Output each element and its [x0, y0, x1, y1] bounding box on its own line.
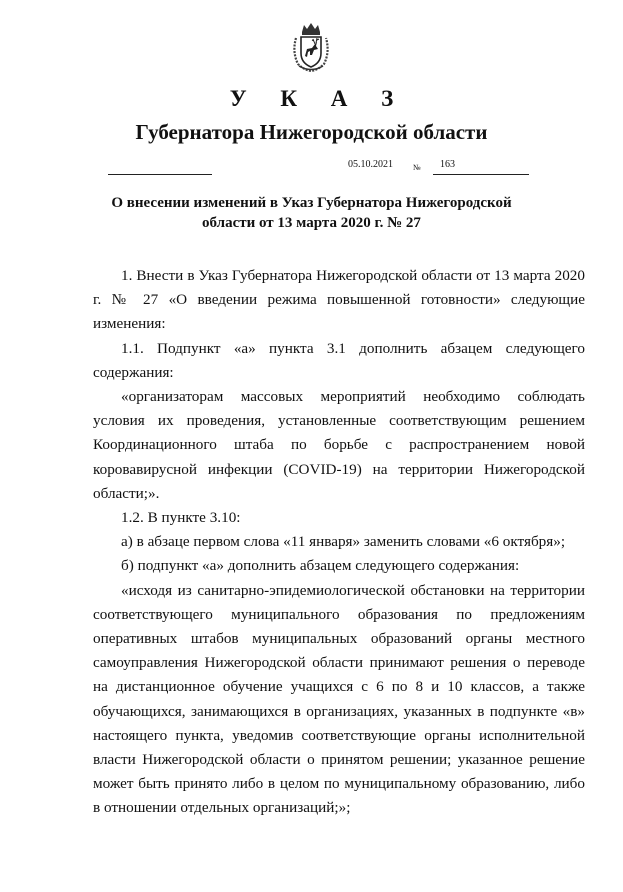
paragraph-1: 1. Внести в Указ Губернатора Нижегородской области от 13 марта 2020 г. № 27 «О введении режима повышенной готовности» следующие изменения: — [93, 267, 585, 333]
document-title — [0, 193, 623, 233]
paragraph-1-1: 1.1. Подпункт «а» пункта 3.1 дополнить абзацем следующего содержания: — [93, 339, 585, 381]
paragraph-quote-1: «организаторам массовых мероприятий необходимо соблюдать условия их проведения, установленные соответствующим решением Координационного штаба по борьбе с распространением новой коровавирусной инфекции (COVID-19) на территории Нижегородской области;». — [93, 388, 585, 502]
paragraph-quote-2: «исходя из санитарно-эпидемиологической обстановки на территории соответствующего муниципального образования по предложениям оперативных штабов муниципальных образований органы местного самоуправления Нижегородской области принимают решения о переводе на дистанционное обучение учащихся с 6 по 8 и 10 классов, а также обучающихся, занимающихся в организациях, указанных в подпункте «в» настоящего пункта, уведомив соответствующие органы исполнительной власти Нижегородской области о принятом решении; указанное решение может быть принято либо в целом по муниципальному образованию, либо в отношении отдельных организаций;»; — [93, 581, 585, 817]
document-number: 163 — [440, 159, 455, 170]
paragraph-a: а) в абзаце первом слова «11 января» заменить словами «6 октября»; — [121, 533, 566, 551]
document-body — [93, 264, 585, 821]
number-sign: № — [413, 163, 421, 172]
date-blank-line — [108, 174, 212, 175]
title-line-1: О внесении изменений в Указ Губернатора Нижегородской — [111, 195, 512, 211]
coat-of-arms-icon — [290, 22, 332, 72]
paragraph-b: б) подпункт «а» дополнить абзацем следующего содержания: — [121, 557, 520, 575]
number-underline — [433, 174, 529, 175]
paragraph-1-2: 1.2. В пункте 3.10: — [121, 509, 241, 527]
title-line-2: области от 13 марта 2020 г. № 27 — [202, 215, 421, 231]
document-type: У К А З — [229, 86, 408, 111]
document-date: 05.10.2021 — [348, 159, 393, 170]
issuer-title: Губернатора Нижегородской области — [135, 120, 488, 144]
